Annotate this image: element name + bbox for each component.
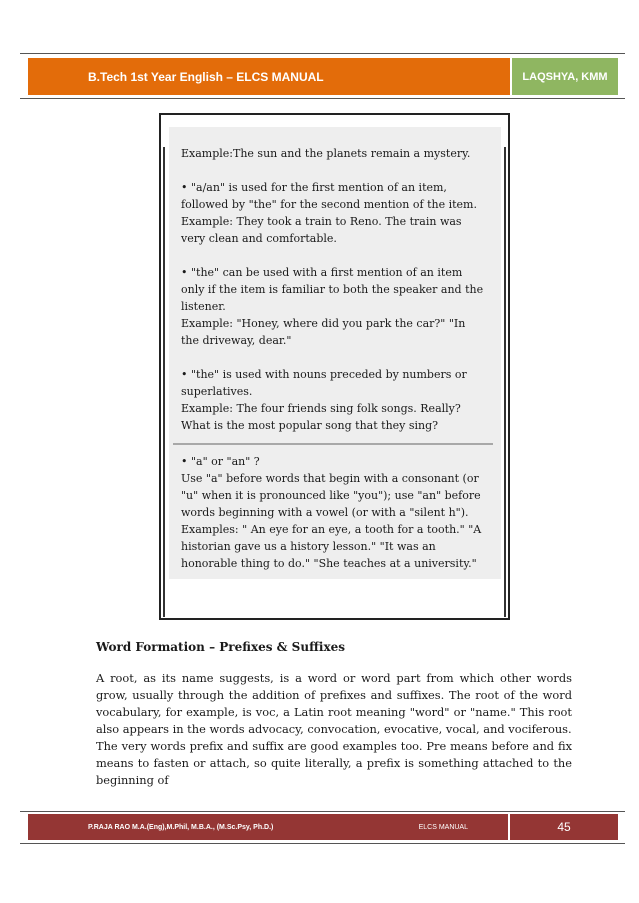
rule-the-numbers-example: Example: The four friends sing folk songs. Really? What is the most popular song that they sing? [181,402,461,432]
rule-a-an [181,179,485,247]
rule-the-numbers [181,366,485,434]
footer-manual: ELCS MANUAL [418,823,468,831]
box-divider [173,443,493,445]
footer-left [28,814,508,840]
rule-the-familiar [181,264,485,349]
paragraph-root: A root, as its name suggests, is a word or word part from which other words grow, usually through the addition of prefixes and suffixes. The root of the word vocabulary, for example, is voc, a Latin root meaning "word" or "name." This root also appears in the words advocacy, convocation, evocative, vocal, and vociferous. [96,671,572,736]
rule-the-numbers-text: • "the" is used with nouns preceded by numbers or superlatives. [181,368,467,398]
example-intro: Example:The sun and the planets remain a mystery. [181,147,471,160]
rule-a-or-an-text: Use "a" before words that begin with a consonant (or "u" when it is pronounced like "you"); use "an" before words beginning with a vowel (or with a "silent h"). [181,472,481,519]
rule-a-or-an [181,453,485,572]
rule-a-or-an-example: Examples: " An eye for an eye, a tooth for a tooth." "A historian gave us a history lesson." "It was an honorable thing to do." "She teaches at a university." [181,523,482,570]
grammar-box [159,113,510,620]
page-footer [28,814,618,840]
footer-bottom-rule [20,843,625,844]
rule-a-an-example: Example: They took a train to Reno. The train was very clean and comfortable. [181,215,462,245]
header-institution: LAQSHYA, KMM [512,58,618,95]
footer-author: P.RAJA RAO M.A.(Eng),M.Phil, M.B.A., (M.Sc.Psy, Ph.D.) [88,823,274,831]
rule-the-familiar-text: • "the" can be used with a first mention of an item only if the item is familiar to both the speaker and the listener. [181,266,484,313]
box-right-edge [504,147,506,617]
page-header [28,58,618,95]
footer-top-rule [20,811,625,812]
grammar-box-inner [169,127,501,579]
header-top-rule [20,53,625,54]
box-left-edge [163,147,165,617]
section-title: Word Formation – Prefixes & Suffixes [96,640,346,654]
rule-the-familiar-example: Example: "Honey, where did you park the car?" "In the driveway, dear." [181,317,466,347]
rule-a-or-an-title: • "a" or "an" ? [181,455,260,468]
rule-a-an-text: • "a/an" is used for the first mention of an item, followed by "the" for the second mention of the item. [181,181,477,211]
header-title: B.Tech 1st Year English – ELCS MANUAL [28,58,510,95]
grammar-box-content [181,145,485,572]
page-number: 45 [510,814,618,840]
header-bottom-rule [20,98,625,99]
paragraph-prefix-suffix: The very words prefix and suffix are good examples too. Pre means before and fix means to fasten or attach, so quite literally, a prefix is something attached to the beginning of [96,739,572,787]
